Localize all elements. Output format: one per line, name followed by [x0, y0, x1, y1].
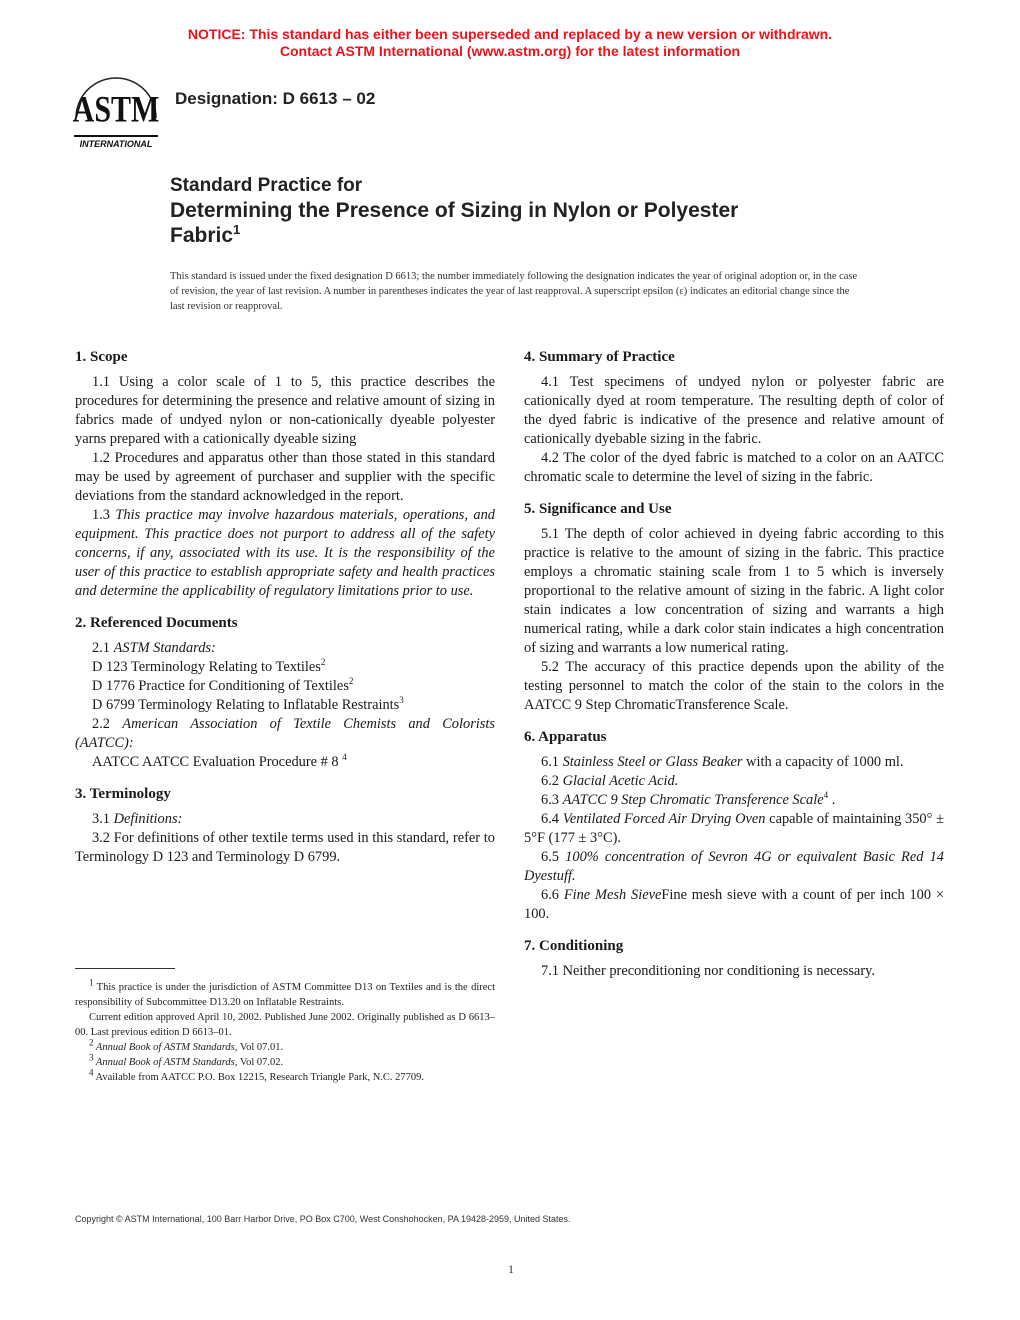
footnotes — [75, 977, 495, 1085]
section-terminology — [75, 785, 495, 867]
scope-heading: 1. Scope — [75, 349, 128, 365]
apparatus-6-6: 6.6 Fine Mesh SieveFine mesh sieve with a count of per inch 100 × 100. — [524, 887, 944, 922]
footnote-1: $^1$ This practice is under the jurisdiction of ASTM Committee D13 on Textiles and is the direct responsibility of Subcommittee D13.20 on Inflatable Restraints. — [75, 977, 495, 1008]
apparatus-6-3: 6.3 AATCC 9 Step Chromatic Transference Scale$^4$ . — [541, 790, 836, 808]
terminology-3-2: 3.2 For definitions of other textile terms used in this standard, refer to Terminology D 123 and Terminology D 6799. — [75, 830, 495, 865]
apparatus-6-1: 6.1 Stainless Steel or Glass Beaker with a capacity of 1000 ml. — [541, 754, 904, 770]
terminology-heading: 3. Terminology — [75, 786, 171, 802]
notice-banner — [0, 26, 1020, 60]
ref-doc-aatcc: AATCC AATCC Evaluation Procedure # 8 $^4$ — [92, 752, 347, 770]
referenced-heading: 2. Referenced Documents — [75, 615, 238, 631]
section-summary — [524, 348, 944, 487]
scope-1-2: 1.2 Procedures and apparatus other than those stated in this standard may be used by agreement of purchaser and supplier with the specific deviations from the standard acknowledged in the report. — [75, 450, 495, 504]
apparatus-6-4: 6.4 Ventilated Forced Air Drying Oven capable of maintaining 350° ± 5°F (177 ± 3°C). — [524, 811, 944, 846]
right-column — [524, 348, 944, 994]
issued-note: This standard is issued under the fixed designation D 6613; the number immediately following the designation indicates the year of original adoption or, in the case of revision, the year of last revision. A number in parentheses indicates the year of last reapproval. A superscript epsilon (ε) indicates an editorial change since the last revision or reapproval. — [170, 271, 858, 312]
notice-line-2: Contact ASTM International (www.astm.org) for the latest information — [279, 43, 741, 59]
section-scope — [75, 348, 495, 601]
footnote-2: $^2$ Annual Book of ASTM Standards, Vol 07.01. — [89, 1037, 284, 1053]
section-conditioning — [524, 937, 944, 981]
footnote-3: $^3$ Annual Book of ASTM Standards, Vol 07.02. — [89, 1052, 284, 1068]
summary-heading: 4. Summary of Practice — [524, 349, 675, 365]
section-significance — [524, 500, 944, 715]
conditioning-7-1: 7.1 Neither preconditioning nor conditioning is necessary. — [541, 963, 875, 979]
section-apparatus — [524, 728, 944, 924]
scope-1-1: 1.1 Using a color scale of 1 to 5, this practice describes the procedures for determining the presence and relative amount of sizing in fabrics made of undyed nylon or non-cationically dyeable polyester yarns prepared with a cationically dyeable sizing — [75, 374, 495, 447]
footnote-divider — [75, 968, 175, 969]
significance-5-2: 5.2 The accuracy of this practice depends upon the ability of the testing personnel to match the color of the stain to the colors in the AATCC 9 Step ChromaticTransference Scale. — [524, 659, 944, 713]
conditioning-heading: 7. Conditioning — [524, 938, 624, 954]
ref-doc-d6799: D 6799 Terminology Relating to Inflatable Restraints$^3$ — [92, 695, 404, 713]
logo-letters: ASTM — [72, 89, 160, 131]
title-line-1: Standard Practice for — [170, 175, 363, 196]
footnote-4: $^4$ Available from AATCC P.O. Box 12215, Research Triangle Park, N.C. 27709. — [89, 1067, 425, 1083]
section-referenced — [75, 614, 495, 772]
left-column — [75, 348, 495, 880]
apparatus-heading: 6. Apparatus — [524, 729, 607, 745]
designation: Designation: D 6613 – 02 — [175, 89, 376, 108]
title-line-2: Determining the Presence of Sizing in Nylon or Polyester — [170, 199, 739, 222]
terminology-3-1: 3.1 Definitions: — [92, 811, 183, 827]
referenced-2-1: 2.1 ASTM Standards: — [92, 640, 216, 656]
astm-logo — [70, 74, 162, 152]
apparatus-6-5: 6.5 100% concentration of Sevron 4G or equivalent Basic Red 14 Dyestuff. — [524, 849, 944, 884]
referenced-2-2: 2.2 American Association of Textile Chemists and Colorists (AATCC): — [75, 716, 495, 751]
notice-line-1: NOTICE: This standard has either been superseded and replaced by a new version or withdrawn. — [187, 26, 833, 42]
significance-5-1: 5.1 The depth of color achieved in dyeing fabric according to this practice is relative to the amount of sizing in the fabric. This practice employs a chromatic staining scale from 1 to 5 which is inversely proportional to the relative amount of sizing in the fabric. A light color stain indicates a low concentration of sizing and warrants a high numerical rating, while a dark color stain indicates a high concentration of sizing and warrants a low numerical rating. — [524, 526, 944, 656]
logo-caption: INTERNATIONAL — [79, 139, 153, 149]
significance-heading: 5. Significance and Use — [524, 501, 672, 517]
title-block — [170, 174, 738, 248]
summary-4-1: 4.1 Test specimens of undyed nylon or polyester fabric are cationically dyed at room temperature. The resulting depth of color of the dyed fabric is indicative of the presence and relative amount of cationically dyebable sizing in the fabric. — [524, 374, 944, 447]
title-line-3: Fabric$^1$ — [170, 222, 241, 247]
scope-1-3: 1.3 This practice may involve hazardous materials, operations, and equipment. This practice does not purport to address all of the safety concerns, if any, associated with its use. It is the responsibility of the user of this practice to establish appropriate safety and health practices and determine the applicability of regulatory limitations prior to use. — [75, 507, 495, 599]
copyright: Copyright © ASTM International, 100 Barr Harbor Drive, PO Box C700, West Conshohocken, PA 19428-2959, United States. — [75, 1214, 571, 1224]
page-number: 1 — [508, 1262, 514, 1276]
apparatus-6-2: 6.2 Glacial Acetic Acid. — [541, 773, 679, 789]
ref-doc-d1776: D 1776 Practice for Conditioning of Textiles$^2$ — [92, 676, 354, 694]
footnote-1-edition: Current edition approved April 10, 2002. Published June 2002. Originally published as D 6613–00. Last previous edition D 6613–01. — [75, 1012, 495, 1038]
ref-doc-d123: D 123 Terminology Relating to Textiles$^2$ — [92, 657, 326, 675]
summary-4-2: 4.2 The color of the dyed fabric is matched to a color on an AATCC chromatic scale to determine the level of sizing in the fabric. — [524, 450, 944, 485]
title-footnote-mark: 1 — [233, 222, 241, 237]
